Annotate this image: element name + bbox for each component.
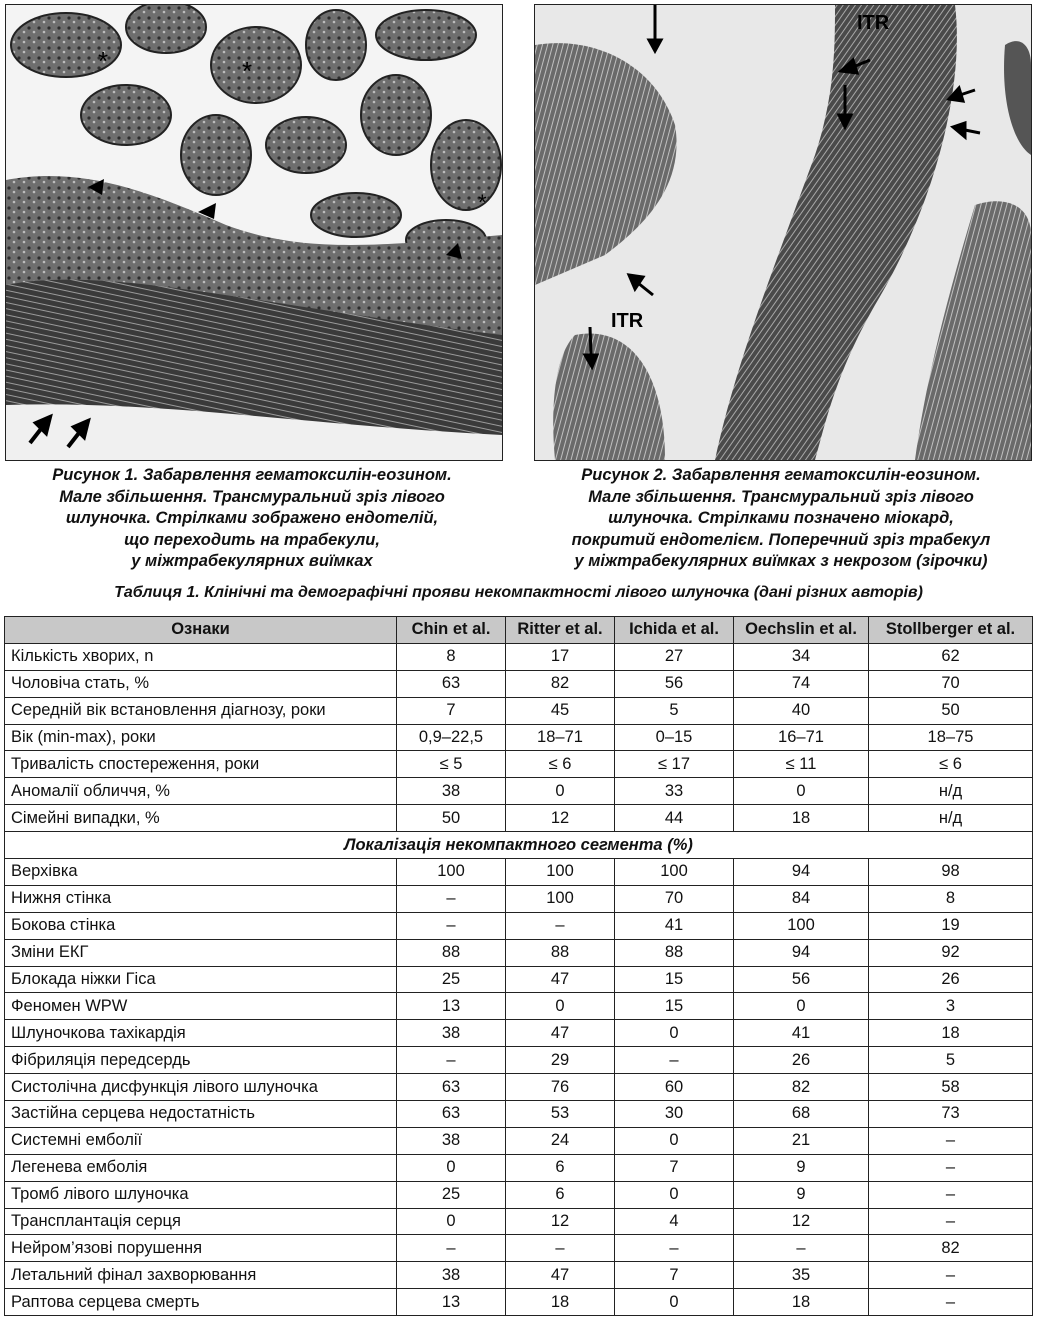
value-cell: 18 [869,1020,1033,1047]
value-cell: 47 [506,966,615,993]
value-cell: 82 [506,670,615,697]
value-cell: 0 [397,1208,506,1235]
section-row [5,832,1033,859]
row-label-cell: Застійна серцева недостатність [5,1101,397,1128]
value-cell: ≤ 17 [615,751,734,778]
row-label-cell: Фібриляція передсердь [5,1047,397,1074]
value-cell: 7 [615,1154,734,1181]
row-label-cell: Сімейні випадки, % [5,805,397,832]
value-cell: 0 [615,1289,734,1316]
row-label-cell: Раптова серцева смерть [5,1289,397,1316]
table-row [5,751,1033,778]
value-cell: – [615,1235,734,1262]
row-label-cell: Чоловіча стать, % [5,670,397,697]
figure-2-micrograph [534,4,1032,461]
value-cell: 6 [506,1181,615,1208]
table-row [5,993,1033,1020]
value-cell: 40 [734,697,869,724]
caption-line: шлуночка. Стрілками зображено ендотелій, [65,509,439,527]
itr-label-top: ITR [857,12,890,34]
row-label-cell: Кількість хворих, n [5,643,397,670]
value-cell: 9 [734,1181,869,1208]
value-cell: 56 [734,966,869,993]
caption-line: Рисунок 1. Забарвлення гематоксилін-еозином. [52,466,452,484]
value-cell: 45 [506,697,615,724]
value-cell: 0 [615,1127,734,1154]
row-label-cell: Бокова стінка [5,912,397,939]
table-row [5,885,1033,912]
table-row [5,1289,1033,1316]
value-cell: 33 [615,778,734,805]
value-cell: – [869,1127,1033,1154]
value-cell: 18 [734,805,869,832]
value-cell: 12 [506,805,615,832]
row-label-cell: Тромб лівого шлуночка [5,1181,397,1208]
value-cell: – [397,912,506,939]
value-cell: – [506,912,615,939]
caption-line: у міжтрабекулярних виїмках [131,552,373,570]
table-body-localization [5,859,1033,1316]
value-cell: – [869,1208,1033,1235]
figure-1-caption [2,465,502,573]
row-label-cell: Нейром’язові порушення [5,1235,397,1262]
value-cell: 0 [397,1154,506,1181]
value-cell: 13 [397,1289,506,1316]
value-cell: 0 [506,778,615,805]
value-cell: 5 [869,1047,1033,1074]
table-row [5,1154,1033,1181]
value-cell: 21 [734,1127,869,1154]
value-cell: 100 [506,859,615,886]
table-row [5,1235,1033,1262]
value-cell: 58 [869,1074,1033,1101]
row-label-cell: Аномалії обличчя, % [5,778,397,805]
value-cell: 17 [506,643,615,670]
row-label-cell: Легенева емболія [5,1154,397,1181]
table-body-demographics [5,643,1033,831]
value-cell: 70 [615,885,734,912]
table-row [5,912,1033,939]
row-label-cell: Середній вік встановлення діагнозу, роки [5,697,397,724]
table-row [5,778,1033,805]
value-cell: – [615,1047,734,1074]
value-cell: 63 [397,1101,506,1128]
table-row [5,643,1033,670]
value-cell: 38 [397,1020,506,1047]
value-cell: 12 [506,1208,615,1235]
value-cell: 26 [734,1047,869,1074]
value-cell: 13 [397,993,506,1020]
value-cell: 0 [615,1020,734,1047]
table-row [5,1101,1033,1128]
value-cell: 30 [615,1101,734,1128]
value-cell: – [397,1047,506,1074]
value-cell: 56 [615,670,734,697]
figure-1-micrograph [5,4,503,461]
value-cell: 98 [869,859,1033,886]
value-cell: 7 [397,697,506,724]
row-label-cell: Вік (min-max), роки [5,724,397,751]
row-label-cell: Шлуночкова тахікардія [5,1020,397,1047]
value-cell: 74 [734,670,869,697]
column-header: Ознаки [5,617,397,644]
caption-line: покритий ендотелієм. Поперечний зріз трабекул [571,530,991,549]
row-label-cell: Трансплантація серця [5,1208,397,1235]
value-cell: 4 [615,1208,734,1235]
value-cell: 88 [506,939,615,966]
value-cell: 15 [615,993,734,1020]
value-cell: 18 [506,1289,615,1316]
caption-line: що переходить на трабекули, [124,530,380,549]
itr-label-bottom: ITR [611,310,644,332]
value-cell: 94 [734,939,869,966]
table-row [5,697,1033,724]
value-cell: 70 [869,670,1033,697]
section-label: Локалізація некомпактного сегмента (%) [5,832,1033,859]
value-cell: 9 [734,1154,869,1181]
value-cell: ≤ 5 [397,751,506,778]
value-cell: ≤ 6 [869,751,1033,778]
value-cell: 25 [397,966,506,993]
value-cell: 6 [506,1154,615,1181]
column-header: Oechslin et al. [734,617,869,644]
value-cell: – [734,1235,869,1262]
value-cell: 41 [734,1020,869,1047]
row-label-cell: Системні емболії [5,1127,397,1154]
value-cell: 34 [734,643,869,670]
value-cell: 24 [506,1127,615,1154]
row-label-cell: Блокада ніжки Гіса [5,966,397,993]
value-cell: ≤ 11 [734,751,869,778]
value-cell: 0 [734,993,869,1020]
value-cell: 94 [734,859,869,886]
data-table [4,616,1033,1316]
value-cell: 100 [506,885,615,912]
value-cell: 92 [869,939,1033,966]
table-title: Таблиця 1. Клінічні та демографічні прояви некомпактності лівого шлуночка (дані різних авторів) [114,584,923,601]
value-cell: 0–15 [615,724,734,751]
value-cell: 12 [734,1208,869,1235]
value-cell: 15 [615,966,734,993]
figure-2-caption [531,465,1031,573]
value-cell: 18 [734,1289,869,1316]
column-header: Ichida et al. [615,617,734,644]
row-label-cell: Нижня стінка [5,885,397,912]
value-cell: – [869,1181,1033,1208]
value-cell: 47 [506,1262,615,1289]
value-cell: 29 [506,1047,615,1074]
value-cell: 16–71 [734,724,869,751]
value-cell: н/д [869,778,1033,805]
value-cell: 82 [869,1235,1033,1262]
value-cell: 88 [615,939,734,966]
table-row [5,939,1033,966]
value-cell: 100 [734,912,869,939]
row-label-cell: Тривалість спостереження, роки [5,751,397,778]
value-cell: 41 [615,912,734,939]
value-cell: 7 [615,1262,734,1289]
value-cell: 82 [734,1074,869,1101]
value-cell: 53 [506,1101,615,1128]
table-row [5,1047,1033,1074]
svg-text:*: * [98,46,109,76]
value-cell: – [869,1154,1033,1181]
value-cell: 19 [869,912,1033,939]
value-cell: 47 [506,1020,615,1047]
row-label-cell: Систолічна дисфункція лівого шлуночка [5,1074,397,1101]
value-cell: 0 [734,778,869,805]
value-cell: 35 [734,1262,869,1289]
caption-line: у міжтрабекулярних виїмках з некрозом (зірочки) [574,552,988,570]
value-cell: 100 [397,859,506,886]
value-cell: 60 [615,1074,734,1101]
value-cell: 38 [397,1262,506,1289]
row-label-cell: Летальний фінал захворювання [5,1262,397,1289]
table-row [5,1208,1033,1235]
caption-line: Мале збільшення. Трансмуральний зріз лівого [59,487,445,506]
table-row [5,859,1033,886]
value-cell: – [506,1235,615,1262]
value-cell: н/д [869,805,1033,832]
value-cell: 88 [397,939,506,966]
value-cell: – [869,1262,1033,1289]
value-cell: 68 [734,1101,869,1128]
value-cell: 63 [397,670,506,697]
value-cell: 27 [615,643,734,670]
value-cell: 44 [615,805,734,832]
table-row [5,966,1033,993]
value-cell: 84 [734,885,869,912]
table-row [5,1074,1033,1101]
value-cell: 8 [869,885,1033,912]
value-cell: 76 [506,1074,615,1101]
table-row [5,1181,1033,1208]
table-row [5,670,1033,697]
value-cell: 25 [397,1181,506,1208]
caption-line: шлуночка. Стрілками позначено міокард, [608,509,954,527]
value-cell: 73 [869,1101,1033,1128]
row-label-cell: Феномен WPW [5,993,397,1020]
value-cell: 50 [869,697,1033,724]
value-cell: 63 [397,1074,506,1101]
column-header: Chin et al. [397,617,506,644]
value-cell: – [397,885,506,912]
value-cell: – [869,1289,1033,1316]
caption-line: Мале збільшення. Трансмуральний зріз лівого [588,487,974,506]
caption-line: Рисунок 2. Забарвлення гематоксилін-еозином. [581,466,981,484]
value-cell: 18–75 [869,724,1033,751]
row-label-cell: Верхівка [5,859,397,886]
value-cell: 5 [615,697,734,724]
value-cell: ≤ 6 [506,751,615,778]
value-cell: 50 [397,805,506,832]
value-cell: 0,9–22,5 [397,724,506,751]
table-row [5,1262,1033,1289]
value-cell: 3 [869,993,1033,1020]
column-header: Stollberger et al. [869,617,1033,644]
value-cell: 62 [869,643,1033,670]
table-row [5,1020,1033,1047]
value-cell: 0 [615,1181,734,1208]
value-cell: 8 [397,643,506,670]
svg-text:*: * [478,190,487,215]
value-cell: 0 [506,993,615,1020]
table-section [5,832,1033,859]
table-row [5,724,1033,751]
value-cell: 18–71 [506,724,615,751]
table-row [5,805,1033,832]
value-cell: 26 [869,966,1033,993]
column-header: Ritter et al. [506,617,615,644]
table-row [5,1127,1033,1154]
svg-text:*: * [242,56,253,86]
value-cell: 38 [397,1127,506,1154]
value-cell: 38 [397,778,506,805]
value-cell: 100 [615,859,734,886]
table-header-row [5,617,1033,644]
row-label-cell: Зміни ЕКГ [5,939,397,966]
value-cell: – [397,1235,506,1262]
